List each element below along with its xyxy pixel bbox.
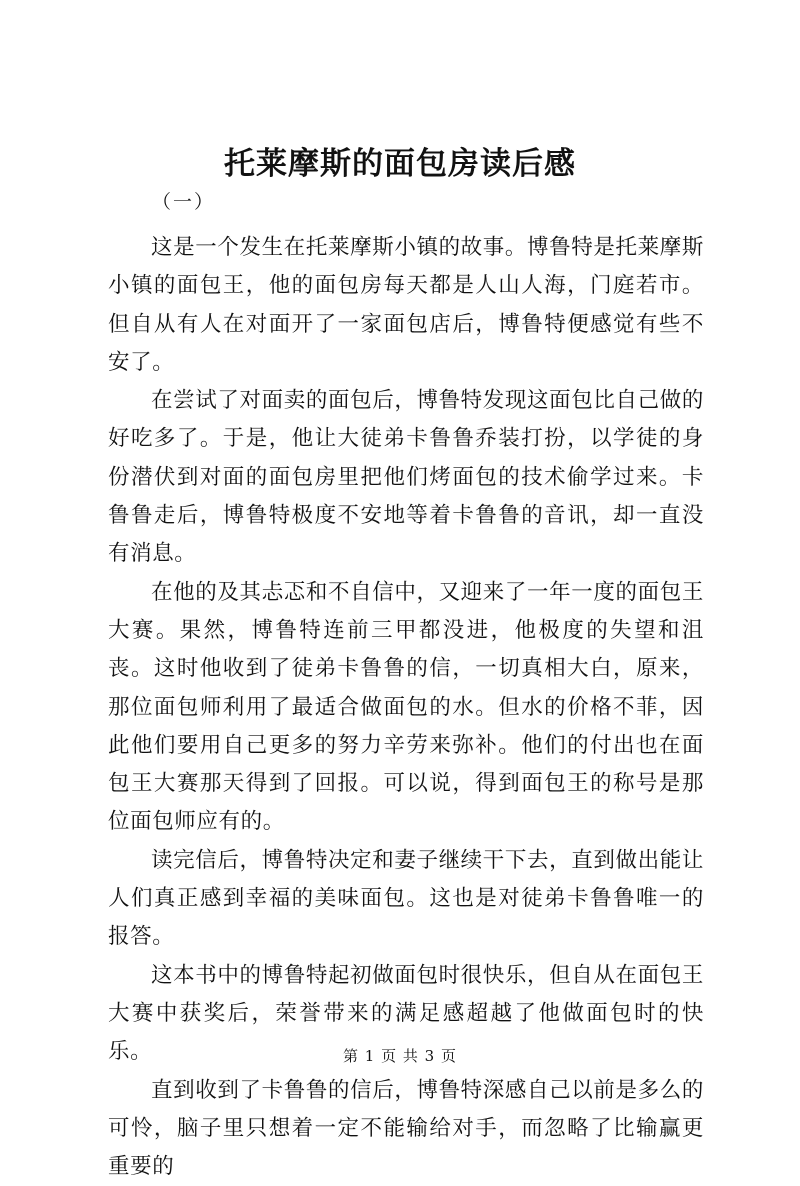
document-title: 托莱摩斯的面包房读后感 xyxy=(224,146,576,182)
paragraph: 在尝试了对面卖的面包后，博鲁特发现这面包比自己做的好吃多了。于是，他让大徒弟卡鲁鲁乔装打扮，以学徒的身份潜伏到对面的面包房里把他们烤面包的技术偷学过来。卡鲁鲁走后，博鲁特极度不安地等着卡鲁鲁的音讯，却一直没有消息。 xyxy=(108,388,704,567)
paragraph: 在他的及其忐忑和不自信中，又迎来了一年一度的面包王大赛。果然，博鲁特连前三甲都没进，他极度的失望和沮丧。这时他收到了徒弟卡鲁鲁的信，一切真相大白，原来，那位面包师利用了最适合做面包的水。但水的价格不菲，因此他们要用自己更多的努力辛劳来弥补。他们的付出也在面包王大赛那天得到了回报。可以说，得到面包王的称号是那位面包师应有的。 xyxy=(108,579,704,835)
paragraph: 读完信后，博鲁特决定和妻子继续干下去，直到做出能让人们真正感到幸福的美味面包。这也是对徒弟卡鲁鲁唯一的报答。 xyxy=(108,847,704,950)
section-label: （一） xyxy=(152,191,216,213)
page-footer: 第 1 页 共 3 页 xyxy=(343,1047,457,1065)
paragraph: 这是一个发生在托莱摩斯小镇的故事。博鲁特是托莱摩斯小镇的面包王，他的面包房每天都是人山人海，门庭若市。但自从有人在对面开了一家面包店后，博鲁特便感觉有些不安了。 xyxy=(108,235,704,375)
document-body xyxy=(108,229,704,1186)
paragraph: 直到收到了卡鲁鲁的信后，博鲁特深感自己以前是多么的可怜，脑子里只想着一定不能输给对手，而忽略了比输赢更重要的 xyxy=(108,1077,704,1180)
paragraph: 这本书中的博鲁特起初做面包时很快乐，但自从在面包王大赛中获奖后，荣誉带来的满足感超越了他做面包时的快乐。 xyxy=(108,962,704,1065)
